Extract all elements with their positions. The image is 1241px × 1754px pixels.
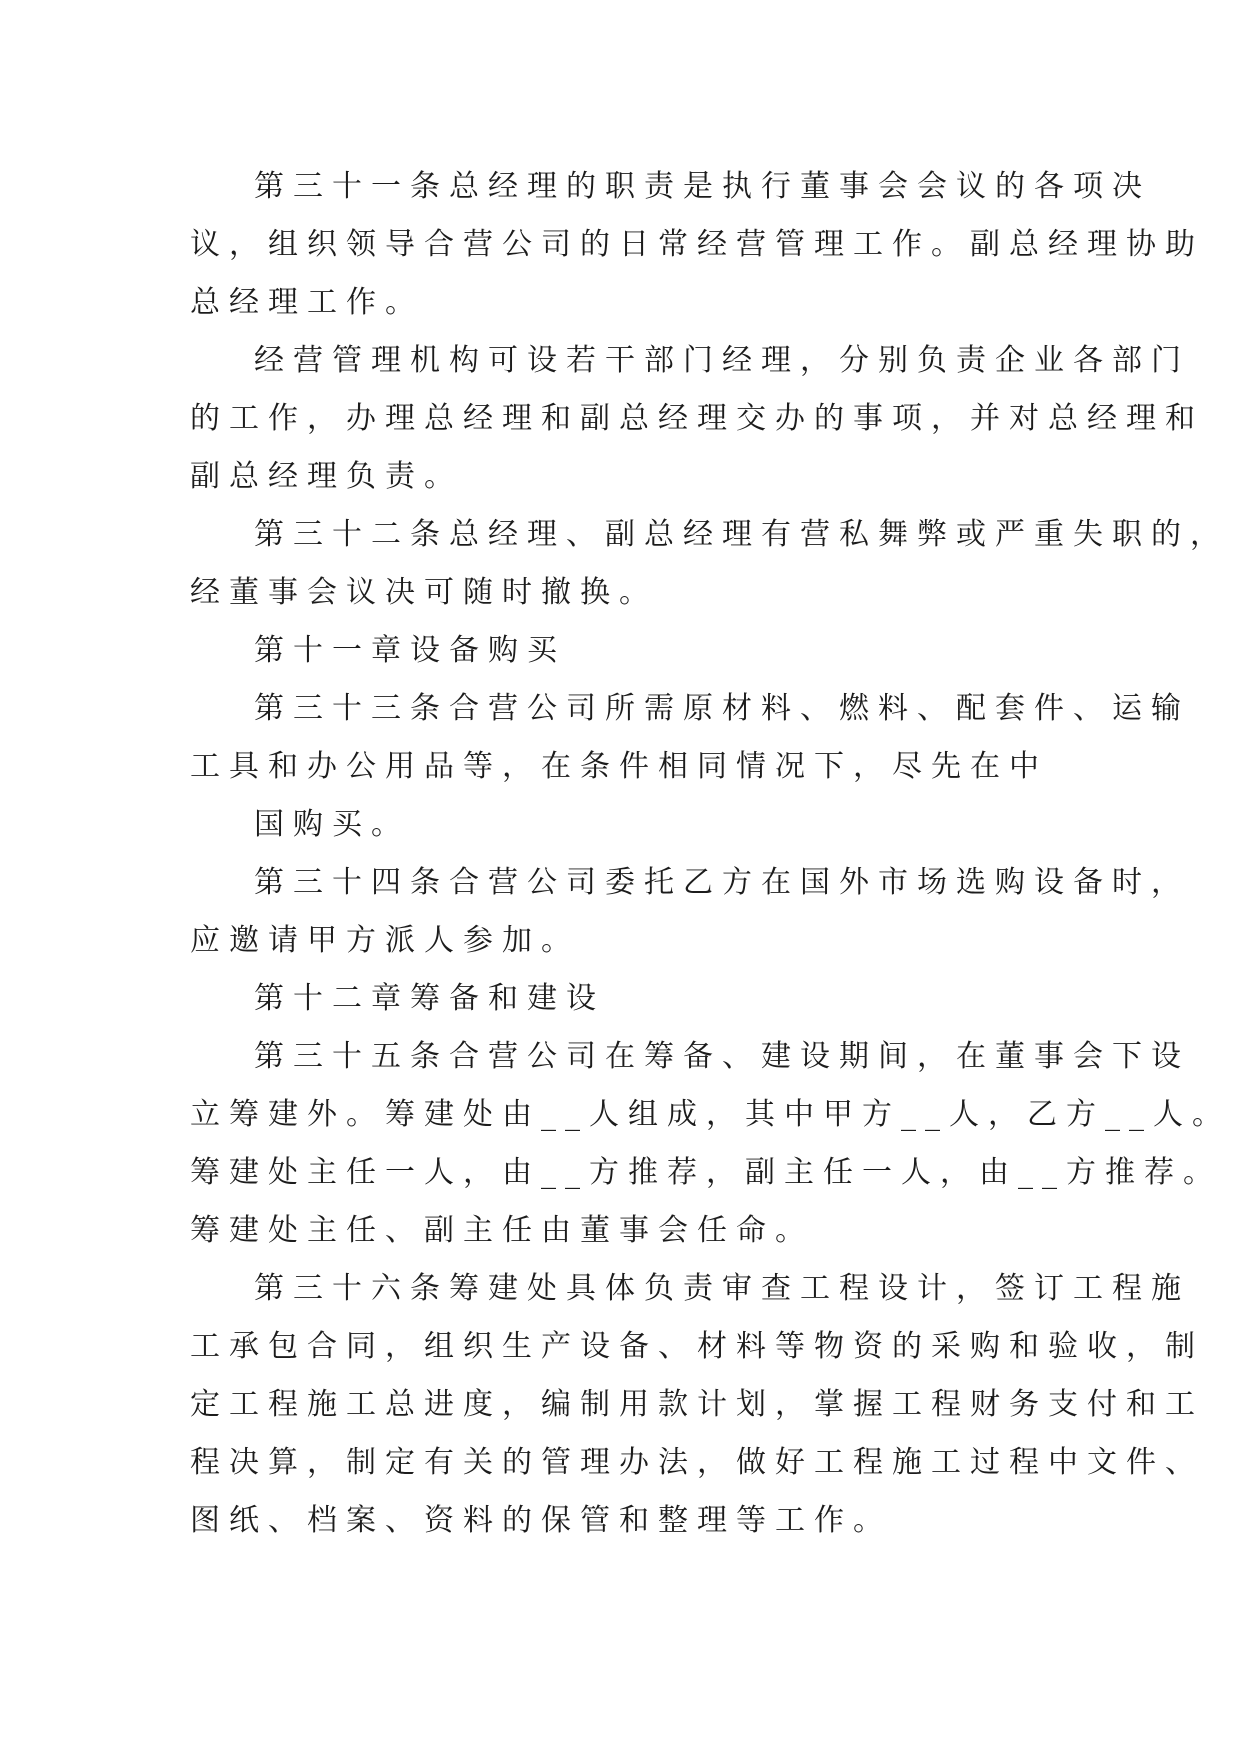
text-line: 第三十六条筹建处具体负责审查工程设计，签订工程施 bbox=[254, 1271, 1190, 1306]
text-line: 工具和办公用品等，在条件相同情况下，尽先在中 bbox=[190, 749, 1048, 784]
text-line: 国购买。 bbox=[254, 807, 410, 842]
text-line: 第三十四条合营公司委托乙方在国外市场选购设备时， bbox=[254, 865, 1190, 900]
text-line: 经董事会议决可随时撤换。 bbox=[190, 575, 658, 610]
chapter-heading: 第十二章筹备和建设 bbox=[254, 981, 605, 1016]
text-line: 立筹建外。筹建处由__人组成，其中甲方__人，乙方__人。 bbox=[190, 1097, 1231, 1132]
text-line: 第三十五条合营公司在筹备、建设期间，在董事会下设 bbox=[254, 1039, 1190, 1074]
text-line: 议，组织领导合营公司的日常经营管理工作。副总经理协助 bbox=[190, 227, 1204, 262]
text-line: 筹建处主任、副主任由董事会任命。 bbox=[190, 1213, 814, 1248]
chapter-heading: 第十一章设备购买 bbox=[254, 633, 566, 668]
document-body bbox=[190, 158, 1231, 1550]
text-line: 工承包合同，组织生产设备、材料等物资的采购和验收，制 bbox=[190, 1329, 1204, 1364]
text-line: 总经理工作。 bbox=[190, 285, 424, 320]
text-line: 定工程施工总进度，编制用款计划，掌握工程财务支付和工 bbox=[190, 1387, 1204, 1422]
text-line: 经营管理机构可设若干部门经理，分别负责企业各部门 bbox=[254, 343, 1190, 378]
text-line: 第三十一条总经理的职责是执行董事会会议的各项决 bbox=[254, 169, 1151, 204]
text-line: 图纸、档案、资料的保管和整理等工作。 bbox=[190, 1503, 892, 1538]
text-line: 第三十二条总经理、副总经理有营私舞弊或严重失职的， bbox=[254, 517, 1229, 552]
text-line: 的工作，办理总经理和副总经理交办的事项，并对总经理和 bbox=[190, 401, 1204, 436]
text-line: 应邀请甲方派人参加。 bbox=[190, 923, 580, 958]
text-line: 第三十三条合营公司所需原材料、燃料、配套件、运输 bbox=[254, 691, 1190, 726]
text-line: 筹建处主任一人，由__方推荐，副主任一人，由__方推荐。 bbox=[190, 1155, 1222, 1190]
text-line: 副总经理负责。 bbox=[190, 459, 463, 494]
text-line: 程决算，制定有关的管理办法，做好工程施工过程中文件、 bbox=[190, 1445, 1204, 1480]
